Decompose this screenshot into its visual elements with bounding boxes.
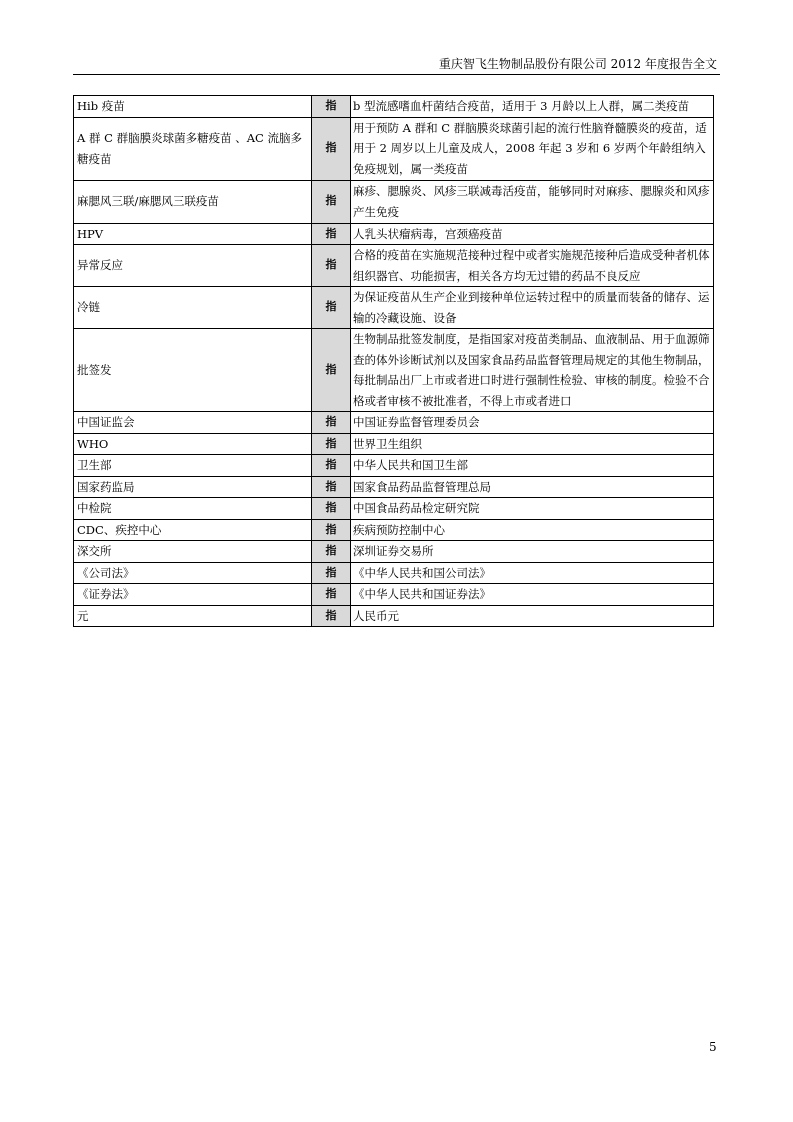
definition-cell: 《中华人民共和国公司法》 xyxy=(351,562,714,584)
table-row xyxy=(74,541,714,563)
table-row xyxy=(74,605,714,627)
term-cell: A 群 C 群脑膜炎球菌多糖疫苗 、AC 流脑多糖疫苗 xyxy=(74,117,312,180)
definition-cell: 中国证券监督管理委员会 xyxy=(351,412,714,434)
refers-to-cell: 指 xyxy=(312,498,351,520)
definition-cell: b 型流感嗜血杆菌结合疫苗，适用于 3 月龄以上人群，属二类疫苗 xyxy=(351,96,714,118)
definition-cell: 疾病预防控制中心 xyxy=(351,519,714,541)
refers-to-cell: 指 xyxy=(312,96,351,118)
table-row xyxy=(74,329,714,412)
refers-to-cell: 指 xyxy=(312,562,351,584)
definition-cell: 麻疹、腮腺炎、风疹三联减毒活疫苗，能够同时对麻疹、腮腺炎和风疹产生免疫 xyxy=(351,180,714,223)
refers-to-cell: 指 xyxy=(312,245,351,287)
term-cell: 冷链 xyxy=(74,287,312,329)
refers-to-cell: 指 xyxy=(312,476,351,498)
refers-to-cell: 指 xyxy=(312,584,351,606)
refers-to-cell: 指 xyxy=(312,117,351,180)
definition-cell: 中国食品药品检定研究院 xyxy=(351,498,714,520)
refers-to-cell: 指 xyxy=(312,287,351,329)
page-header-title: 重庆智飞生物制品股份有限公司 2012 年度报告全文 xyxy=(438,57,717,71)
term-cell: 批签发 xyxy=(74,329,312,412)
table-row xyxy=(74,412,714,434)
definition-cell: 国家食品药品监督管理总局 xyxy=(351,476,714,498)
definition-cell: 用于预防 A 群和 C 群脑膜炎球菌引起的流行性脑脊髓膜炎的疫苗，适用于 2 周岁以上儿童及成人，2008 年起 3 岁和 6 岁两个年龄组纳入免疫规划，属一类疫苗 xyxy=(351,117,714,180)
definition-cell: 《中华人民共和国证券法》 xyxy=(351,584,714,606)
refers-to-cell: 指 xyxy=(312,412,351,434)
term-cell: 中检院 xyxy=(74,498,312,520)
refers-to-cell: 指 xyxy=(312,541,351,563)
definition-cell: 人乳头状瘤病毒，宫颈癌疫苗 xyxy=(351,223,714,245)
page-number: 5 xyxy=(709,1040,717,1054)
refers-to-cell: 指 xyxy=(312,433,351,455)
term-cell: 元 xyxy=(74,605,312,627)
table-row xyxy=(74,96,714,118)
refers-to-cell: 指 xyxy=(312,605,351,627)
term-cell: 国家药监局 xyxy=(74,476,312,498)
table-row xyxy=(74,562,714,584)
refers-to-cell: 指 xyxy=(312,223,351,245)
definition-cell: 为保证疫苗从生产企业到接种单位运转过程中的质量而装备的储存、运输的冷藏设施、设备 xyxy=(351,287,714,329)
term-cell: HPV xyxy=(74,223,312,245)
table-row xyxy=(74,455,714,477)
term-cell: WHO xyxy=(74,433,312,455)
term-cell: 深交所 xyxy=(74,541,312,563)
table-row xyxy=(74,476,714,498)
definition-cell: 世界卫生组织 xyxy=(351,433,714,455)
table-row xyxy=(74,433,714,455)
term-cell: Hib 疫苗 xyxy=(74,96,312,118)
definition-cell: 中华人民共和国卫生部 xyxy=(351,455,714,477)
table-row xyxy=(74,180,714,223)
table-row xyxy=(74,498,714,520)
table-row xyxy=(74,287,714,329)
term-cell: 中国证监会 xyxy=(74,412,312,434)
refers-to-cell: 指 xyxy=(312,455,351,477)
term-cell: 异常反应 xyxy=(74,245,312,287)
term-cell: CDC、疾控中心 xyxy=(74,519,312,541)
table-row xyxy=(74,519,714,541)
table-row xyxy=(74,245,714,287)
refers-to-cell: 指 xyxy=(312,180,351,223)
term-cell: 《证券法》 xyxy=(74,584,312,606)
definition-cell: 人民币元 xyxy=(351,605,714,627)
definition-cell: 合格的疫苗在实施规范接种过程中或者实施规范接种后造成受种者机体组织器官、功能损害，相关各方均无过错的药品不良反应 xyxy=(351,245,714,287)
refers-to-cell: 指 xyxy=(312,329,351,412)
table-row xyxy=(74,117,714,180)
definitions-table xyxy=(73,95,714,627)
definition-cell: 深圳证券交易所 xyxy=(351,541,714,563)
definition-cell: 生物制品批签发制度，是指国家对疫苗类制品、血液制品、用于血源筛查的体外诊断试剂以及国家食品药品监督管理局规定的其他生物制品，每批制品出厂上市或者进口时进行强制性检验、审核的制度。检验不合格或者审核不被批准者，不得上市或者进口 xyxy=(351,329,714,412)
header-divider xyxy=(73,74,720,75)
table-row xyxy=(74,584,714,606)
term-cell: 《公司法》 xyxy=(74,562,312,584)
refers-to-cell: 指 xyxy=(312,519,351,541)
term-cell: 麻腮风三联/麻腮风三联疫苗 xyxy=(74,180,312,223)
table-row xyxy=(74,223,714,245)
term-cell: 卫生部 xyxy=(74,455,312,477)
